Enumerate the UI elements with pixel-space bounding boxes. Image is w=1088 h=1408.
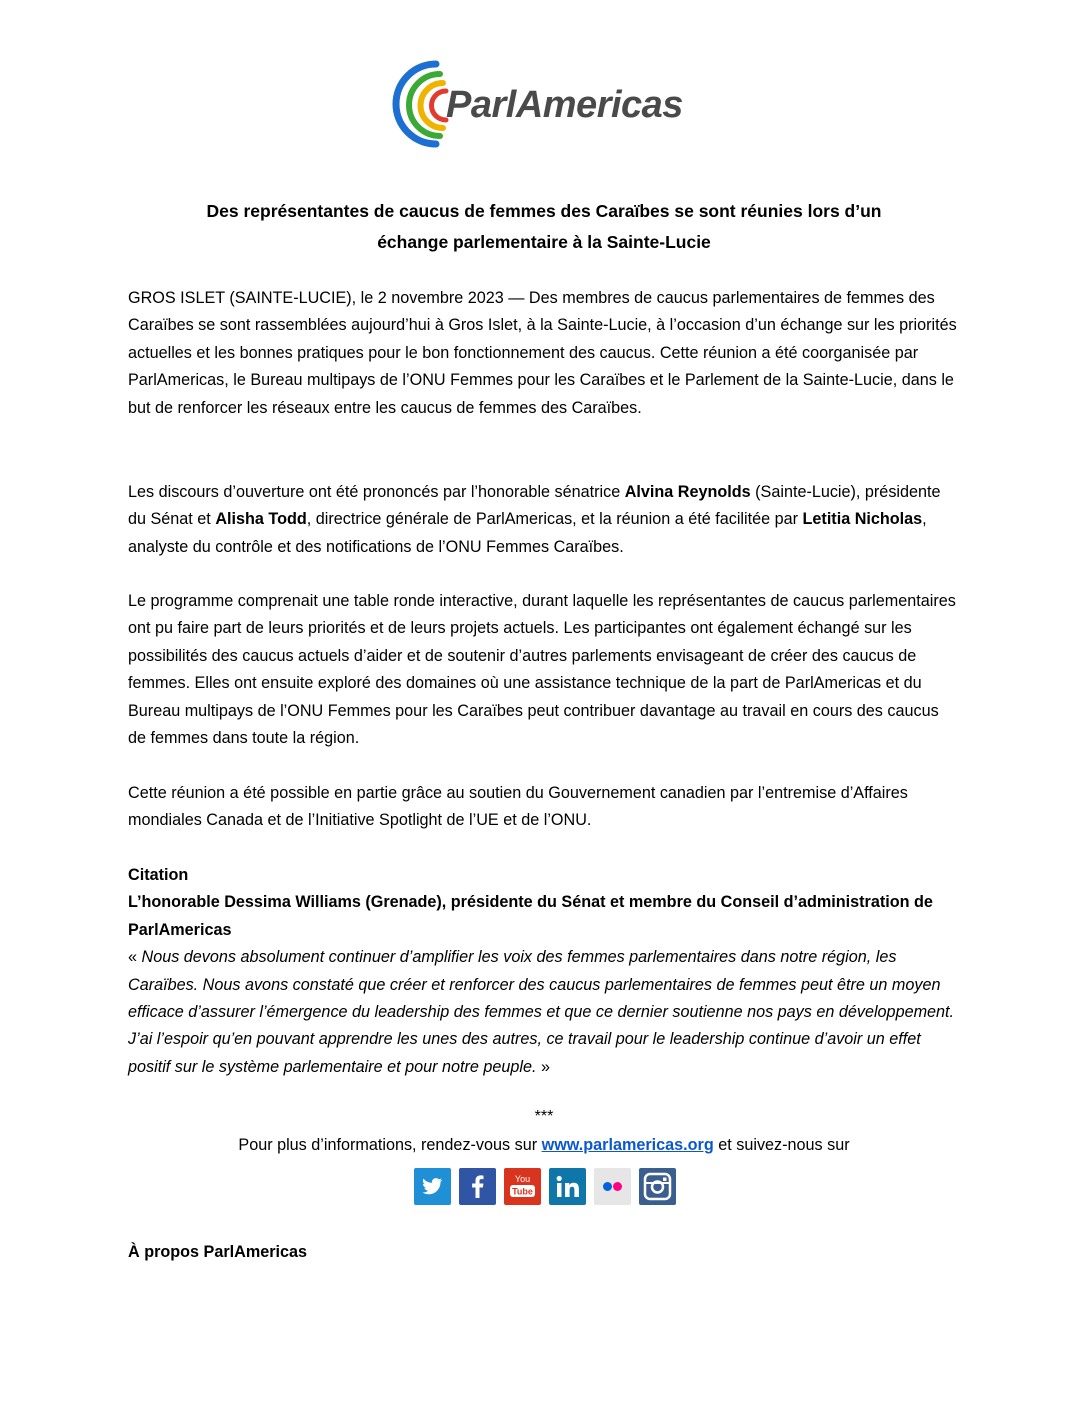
paragraph-support: Cette réunion a été possible en partie grâce au soutien du Gouvernement canadien par l’entremise d’Affaires mondiales Canada et de l’Initiative Spotlight de l’UE et de l’ONU. xyxy=(128,784,908,830)
social-icons xyxy=(414,1168,676,1206)
speaker-name-reynolds: Alvina Reynolds xyxy=(624,483,751,501)
speaker-name-todd: Alisha Todd xyxy=(215,510,307,529)
speakers-text-4: , analyste du contrôle et des notifications de l’ONU Femmes Caraïbes. xyxy=(128,510,927,556)
facebook-icon[interactable] xyxy=(459,1168,496,1205)
logo-wordmark: ParlAmericas xyxy=(446,84,683,126)
quote-text: Nous devons absolument continuer d’amplifier les voix des femmes parlementaires dans notre région, les Caraïbes. Nous avons constaté que créer et renforcer des caucus parlementaires de femmes peut être un moyen efficace d’assurer l’émergence du leadership des femmes et que ce dernier soutienne nos pays en développement. J’ai l’espoir qu’en pouvant apprendre les unes des autres, ce travail pour le leadership continue d’avoir un effet positif sur le système parlementaire et pour notre peuple. xyxy=(128,948,955,1076)
flickr-icon[interactable] xyxy=(594,1168,631,1205)
paragraph-intro: GROS ISLET (SAINTE-LUCIE), le 2 novembre 2023 — Des membres de caucus parlementaires de femmes des Caraïbes se sont rassemblées aujourd’hui à Gros Islet, à la Sainte-Lucie, à l’occasion d’un échange sur les priorités actuelles et les bonnes pratiques pour le bon fonctionnement des caucus. Cette réunion a été coorganisée par ParlAmericas, le Bureau multipays de l’ONU Femmes pour les Caraïbes et le Parlement de la Sainte-Lucie, dans le but de renforcer les réseaux entre les caucus de femmes des Caraïbes. xyxy=(128,289,957,417)
youtube-icon[interactable] xyxy=(504,1168,541,1205)
svg-text:Tube: Tube xyxy=(512,1186,533,1197)
linkedin-icon[interactable] xyxy=(549,1168,586,1205)
quote-section xyxy=(128,862,960,1081)
instagram-icon[interactable] xyxy=(639,1168,676,1205)
speakers-text-1: Les discours d’ouverture ont été prononcés par l’honorable sénatrice xyxy=(128,483,625,501)
page-title xyxy=(128,196,960,258)
info-text-before: Pour plus d’informations, rendez-vous sur xyxy=(238,1136,542,1154)
about-heading: À propos ParlAmericas xyxy=(128,1243,308,1261)
parlamericas-logo xyxy=(380,52,720,156)
speakers-text-3: , directrice générale de ParlAmericas, et la réunion a été facilitée par xyxy=(306,510,803,529)
speakers-text-2: (Sainte-Lucie), présidente du Sénat et xyxy=(128,483,941,529)
quote-speaker: L’honorable Dessima Williams (Grenade), présidente du Sénat et membre du Conseil d’administration de ParlAmericas xyxy=(128,893,933,939)
quote-heading: Citation xyxy=(128,866,189,884)
more-info-line xyxy=(128,1136,960,1155)
quote-open-mark: « xyxy=(128,948,142,967)
twitter-icon[interactable] xyxy=(414,1168,451,1205)
title-line-2: échange parlementaire à la Sainte-Lucie xyxy=(377,232,711,252)
paragraph-speakers xyxy=(128,479,960,561)
website-link[interactable]: www.parlamericas.org xyxy=(541,1136,714,1154)
quote-close-mark: » xyxy=(536,1057,551,1076)
paragraph-program: Le programme comprenait une table ronde interactive, durant laquelle les représentantes de caucus parlementaires ont pu faire part de leurs priorités et de leurs projets actuels. Les participantes ont également échangé sur les possibilités des caucus actuels d’aider et de soutenir d’autres parlements envisageant de créer des caucus de femmes. Elles ont ensuite exploré des domaines où une assistance technique de la part de ParlAmericas et du Bureau multipays de l’ONU Femmes pour les Caraïbes peut contribuer davantage au travail en cours des caucus de femmes dans toute la région. xyxy=(128,592,956,748)
separator: *** xyxy=(534,1108,554,1125)
speaker-name-nicholas: Letitia Nicholas xyxy=(802,510,923,529)
info-text-after: et suivez-nous sur xyxy=(713,1136,850,1154)
svg-text:You: You xyxy=(514,1174,531,1184)
title-line-1: Des représentantes de caucus de femmes des Caraïbes se sont réunies lors d’un xyxy=(206,201,882,221)
